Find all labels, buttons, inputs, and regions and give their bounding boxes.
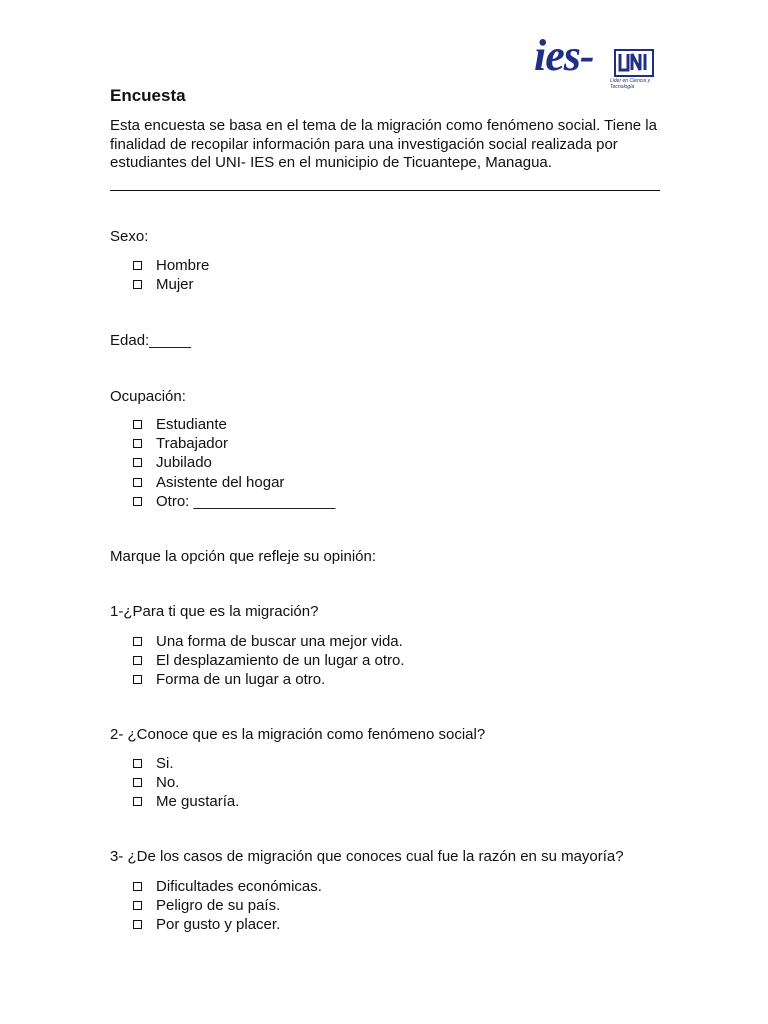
sexo-label: Sexo:: [110, 228, 149, 245]
q1-options: [133, 632, 405, 690]
option-asistente-hogar[interactable]: Asistente del hogar: [133, 473, 335, 492]
q2-label: 2- ¿Conoce que es la migración como fenómeno social?: [110, 726, 486, 743]
ies-uni-logo: [534, 31, 658, 90]
divider-line: [110, 190, 660, 191]
q2-option-3[interactable]: Me gustaría.: [133, 792, 239, 811]
sexo-options: [133, 256, 209, 294]
q3-options: [133, 877, 322, 935]
q1-option-2[interactable]: El desplazamiento de un lugar a otro.: [133, 651, 405, 670]
option-hombre[interactable]: Hombre: [133, 256, 209, 275]
checkbox[interactable]: [133, 458, 142, 467]
checkbox[interactable]: [133, 478, 142, 487]
logo-ies-text: ies-: [534, 31, 594, 80]
checkbox[interactable]: [133, 778, 142, 787]
checkbox[interactable]: [133, 280, 142, 289]
q2-options: [133, 754, 239, 812]
q1-option-3[interactable]: Forma de un lugar a otro.: [133, 670, 405, 689]
q3-option-2[interactable]: Peligro de su país.: [133, 896, 322, 915]
edad-field[interactable]: Edad:_____: [110, 332, 191, 349]
checkbox[interactable]: [133, 420, 142, 429]
checkbox[interactable]: [133, 261, 142, 270]
option-estudiante[interactable]: Estudiante: [133, 415, 335, 434]
checkbox[interactable]: [133, 901, 142, 910]
page-title: Encuesta: [110, 86, 186, 105]
ocupacion-options: [133, 415, 335, 511]
q2-option-1[interactable]: Si.: [133, 754, 239, 773]
checkbox[interactable]: [133, 882, 142, 891]
checkbox[interactable]: [133, 656, 142, 665]
instruction-text: Marque la opción que refleje su opinión:: [110, 548, 377, 565]
checkbox[interactable]: [133, 675, 142, 684]
checkbox[interactable]: [133, 759, 142, 768]
option-otro[interactable]: Otro: _________________: [133, 492, 335, 511]
checkbox[interactable]: [133, 637, 142, 646]
q2-option-2[interactable]: No.: [133, 773, 239, 792]
checkbox[interactable]: [133, 439, 142, 448]
q3-label: 3- ¿De los casos de migración que conoces cual fue la razón en su mayoría?: [110, 848, 624, 865]
q1-label: 1-¿Para ti que es la migración?: [110, 603, 319, 620]
q3-option-3[interactable]: Por gusto y placer.: [133, 915, 322, 934]
checkbox[interactable]: [133, 920, 142, 929]
option-jubilado[interactable]: Jubilado: [133, 453, 335, 472]
option-mujer[interactable]: Mujer: [133, 275, 209, 294]
q1-option-1[interactable]: Una forma de buscar una mejor vida.: [133, 632, 405, 651]
checkbox[interactable]: [133, 797, 142, 806]
uni-logo-icon: [614, 48, 654, 78]
checkbox[interactable]: [133, 497, 142, 506]
logo-tagline: Lider en Ciencia y Tecnología: [610, 78, 651, 90]
ocupacion-label: Ocupación:: [110, 388, 186, 405]
option-trabajador[interactable]: Trabajador: [133, 434, 335, 453]
q3-option-1[interactable]: Dificultades económicas.: [133, 877, 322, 896]
intro-paragraph: Esta encuesta se basa en el tema de la migración como fenómeno social. Tiene la finalidad de recopilar información para una investigación social realizada por estudiantes del UNI- IES en el municipio de Ticuantepe, Managua.: [110, 117, 657, 171]
